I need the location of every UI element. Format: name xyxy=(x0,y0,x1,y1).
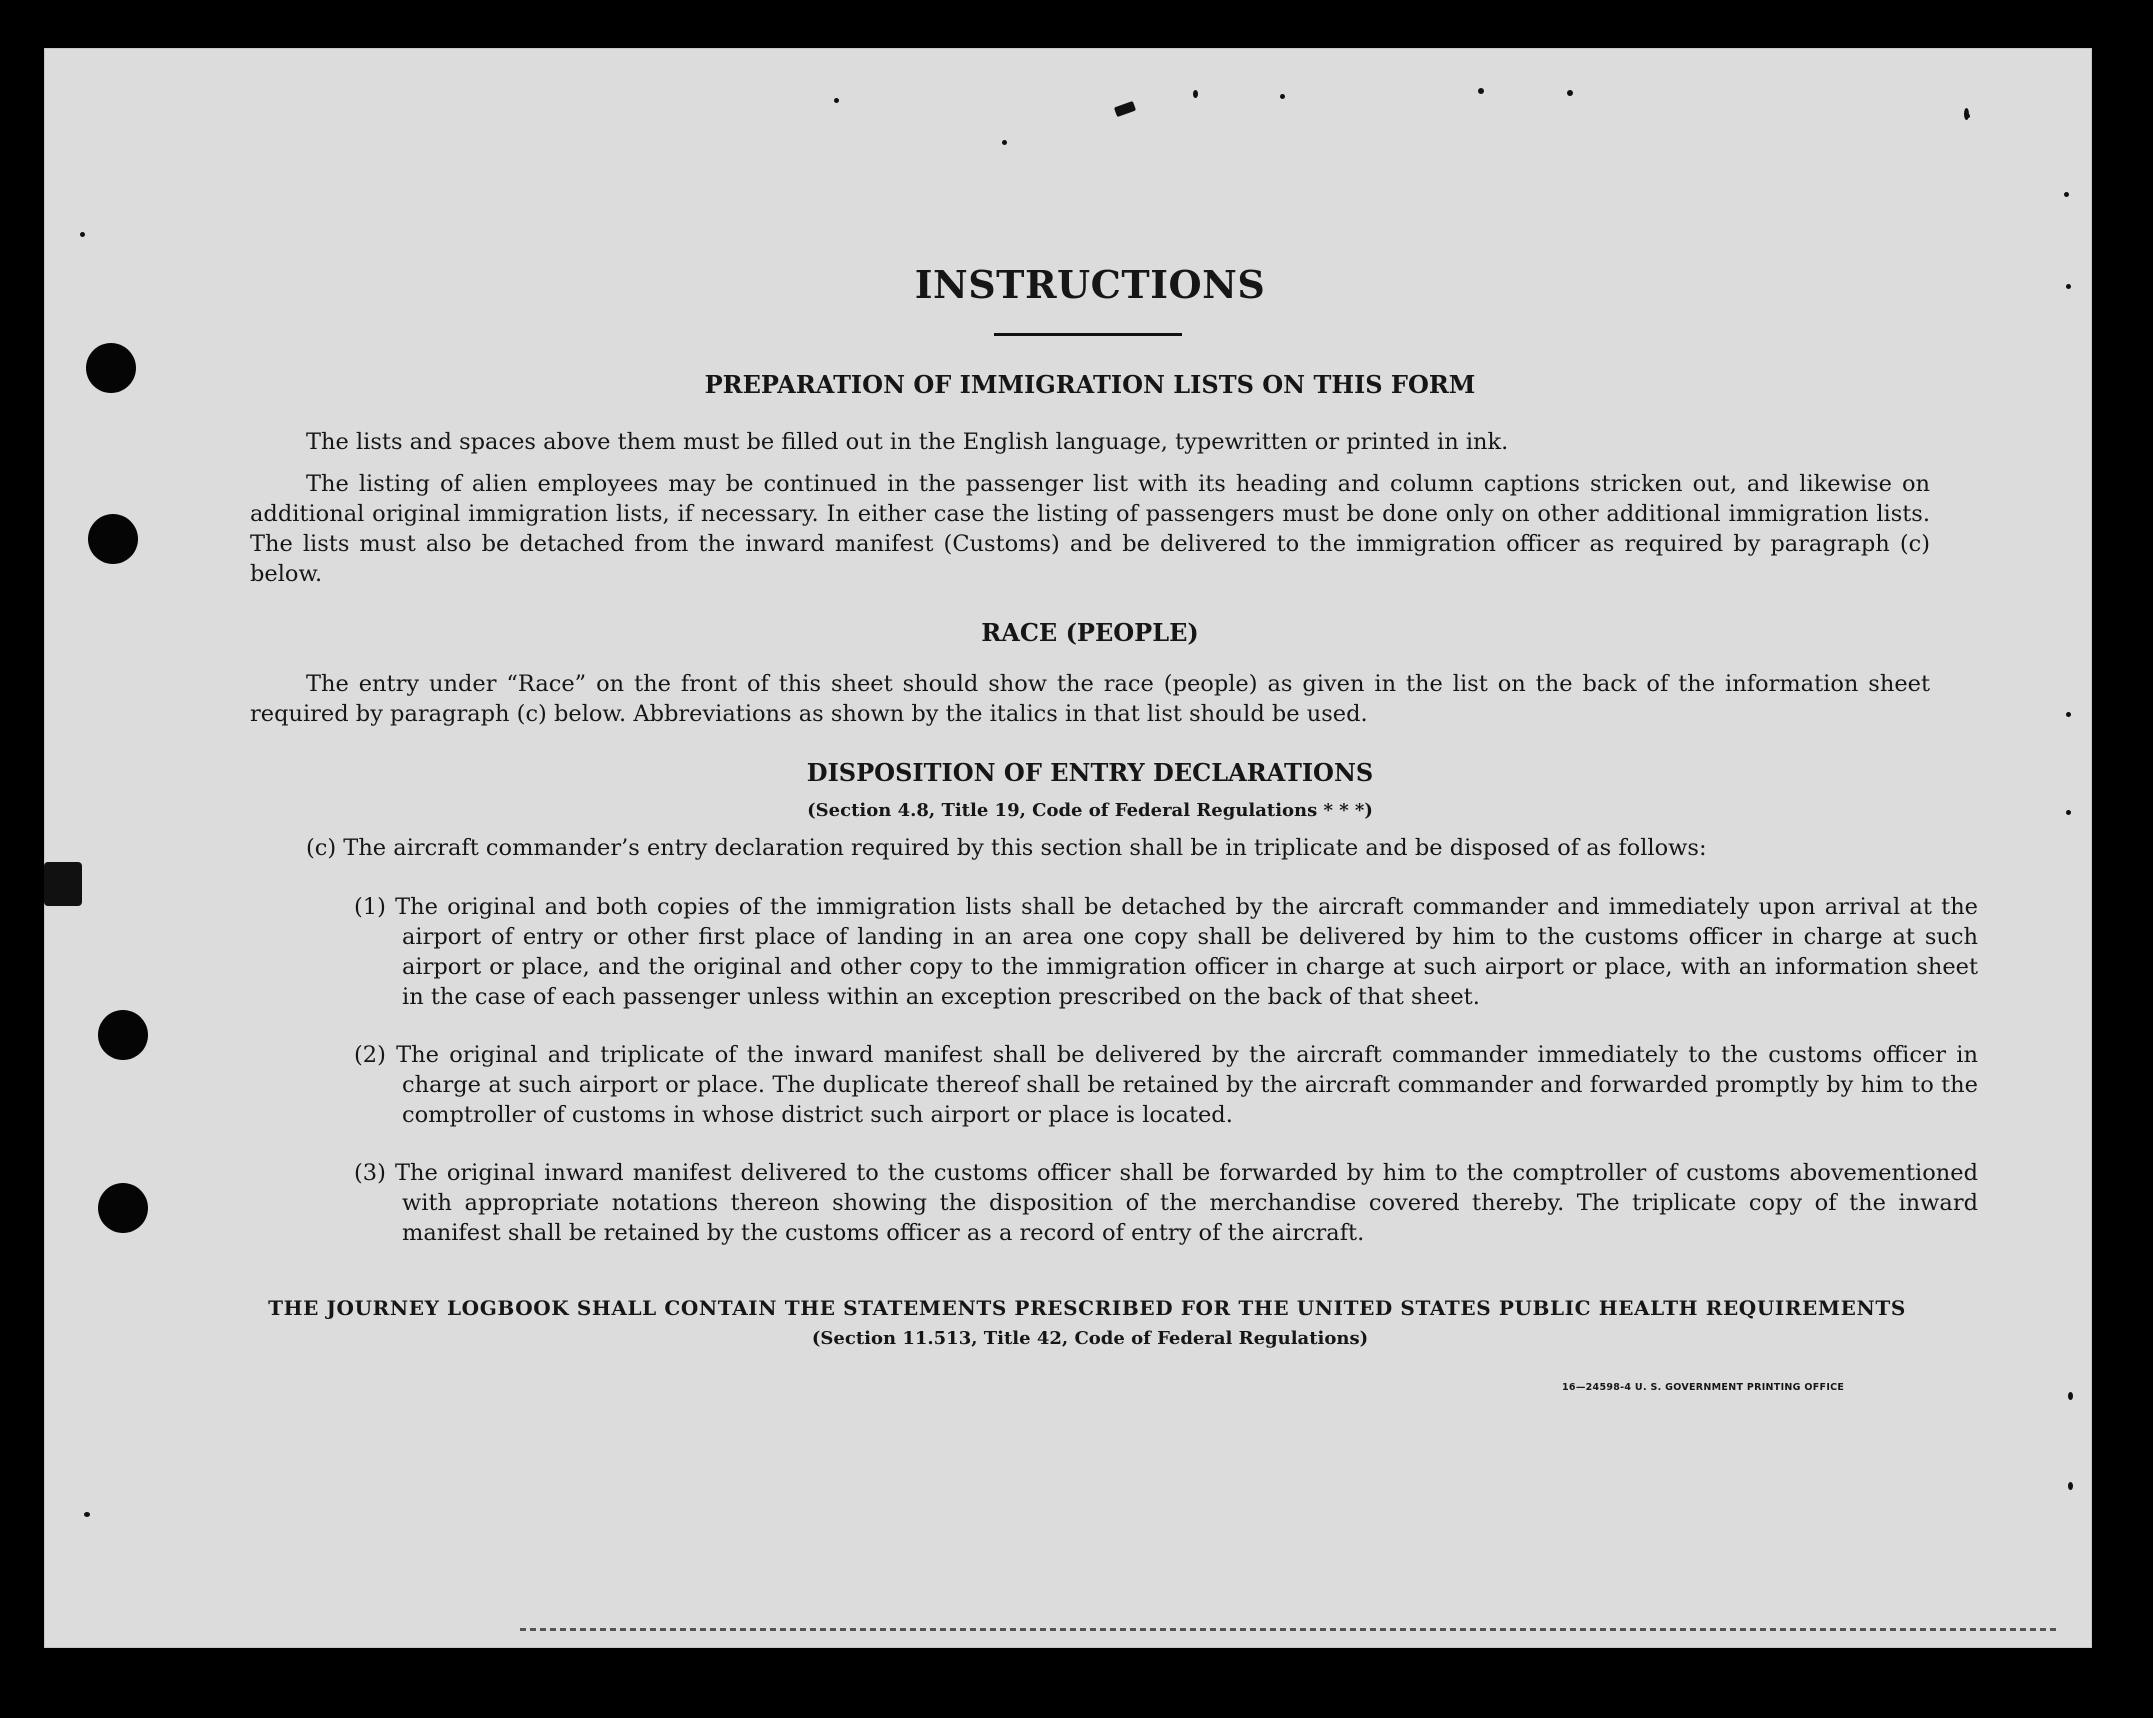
scan-speck xyxy=(80,232,85,237)
page-title: INSTRUCTIONS xyxy=(914,262,1266,307)
scan-speck xyxy=(2066,284,2071,289)
section-heading-race: RACE (PEOPLE) xyxy=(981,618,1199,647)
scan-speck xyxy=(84,1512,90,1517)
paragraph-alien-employees: The listing of alien employees may be continued in the passenger list with its heading and column captions stricken out, and likewise on additional original immigration lists, if necessary. In either case the listing of passengers must be done only on other additional immigration lists. The lists must also be detached from the inward manifest (Customs) and be delivered to the immigration officer as required by paragraph (c) below. xyxy=(250,471,1930,587)
title-underline xyxy=(994,333,1182,336)
scan-speck xyxy=(834,98,839,103)
scan-speck xyxy=(1478,88,1484,94)
printer-mark: 16—24598-4 U. S. GOVERNMENT PRINTING OFFICE xyxy=(1562,1382,1845,1393)
paragraph-race-entry: The entry under “Race” on the front of this sheet should show the race (people) as given in the list on the back of the information sheet required by paragraph (c) below. Abbreviations as shown by the italics in that list should be used. xyxy=(250,671,1930,727)
perforation-edge xyxy=(520,1628,2060,1631)
section-heading-disposition: DISPOSITION OF ENTRY DECLARATIONS xyxy=(806,758,1374,787)
footer-statement: THE JOURNEY LOGBOOK SHALL CONTAIN THE STATEMENTS PRESCRIBED FOR THE UNITED STATES PUBLIC HEALTH REQUIREMENTS xyxy=(268,1296,1906,1320)
list-item: (1) The original and both copies of the immigration lists shall be detached by the aircraft commander and immediately upon arrival at the airport of entry or other first place of landing in an area one copy shall be delivered by him to the customs officer in charge at such airport or place, and the original and other copy to the immigration officer in charge at such airport or place, with an information sheet in the case of each passenger unless within an exception prescribed on the back of that sheet. xyxy=(354,894,1978,1010)
scan-speck xyxy=(1964,108,1969,120)
binder-hole xyxy=(98,1010,148,1060)
section-reference: (Section 4.8, Title 19, Code of Federal Regulations * * *) xyxy=(807,800,1373,821)
binder-hole xyxy=(86,343,136,393)
scan-speck xyxy=(2066,712,2071,717)
scan-speck xyxy=(1002,140,1007,145)
footer-reference: (Section 11.513, Title 42, Code of Federal Regulations) xyxy=(811,1328,1369,1349)
binder-hole xyxy=(88,514,138,564)
paragraph-language: The lists and spaces above them must be filled out in the English language, typewritten or printed in ink. xyxy=(306,429,1509,455)
scan-speck xyxy=(1280,94,1285,99)
scan-speck xyxy=(2064,192,2069,197)
section-heading-preparation: PREPARATION OF IMMIGRATION LISTS ON THIS FORM xyxy=(704,370,1476,399)
clause-c: (c) The aircraft commander’s entry declaration required by this section shall be in triplicate and be disposed of as follows: xyxy=(306,835,1707,861)
scan-speck xyxy=(2068,1482,2073,1490)
scan-speck xyxy=(44,862,82,906)
scan-speck xyxy=(1567,90,1573,96)
binder-hole xyxy=(98,1183,148,1233)
scan-speck xyxy=(2068,1392,2073,1400)
list-item: (2) The original and triplicate of the inward manifest shall be delivered by the aircraft commander immediately to the customs officer in charge at such airport or place. The duplicate thereof shall be retained by the aircraft commander and forwarded promptly by him to the comptroller of customs in whose district such airport or place is located. xyxy=(354,1042,1978,1128)
scan-speck xyxy=(2066,810,2071,815)
list-item: (3) The original inward manifest delivered to the customs officer shall be forwarded by him to the comptroller of customs abovementioned with appropriate notations thereon showing the disposition of the merchandise covered thereby. The triplicate copy of the inward manifest shall be retained by the customs officer as a record of entry of the aircraft. xyxy=(354,1160,1978,1246)
scan-speck xyxy=(1193,90,1198,98)
